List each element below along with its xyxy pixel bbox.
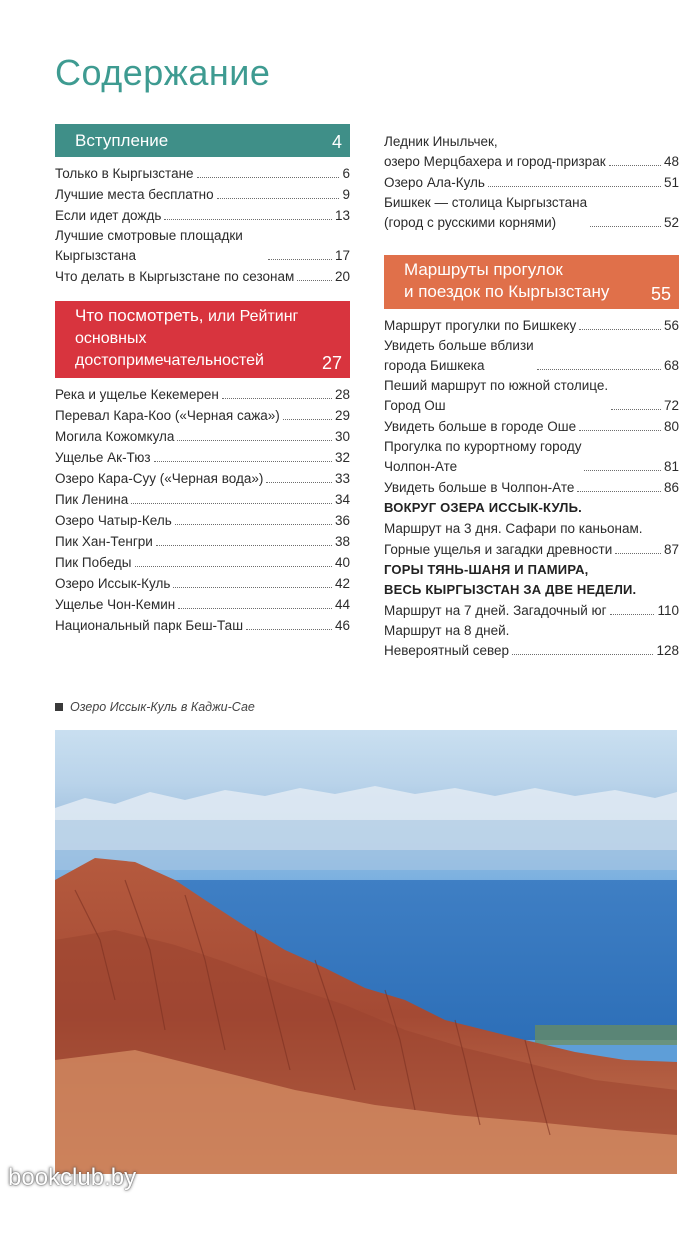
leader-dots xyxy=(611,409,661,410)
toc-entry[interactable] xyxy=(384,477,679,498)
entry-text-line: города Бишкека xyxy=(384,358,485,373)
entry-text xyxy=(384,336,534,376)
watermark: bookclub.by xyxy=(8,1164,137,1191)
entry-page: 29 xyxy=(334,408,350,423)
leader-dots xyxy=(577,491,661,492)
entry-page: 42 xyxy=(334,576,350,591)
entry-page: 72 xyxy=(663,398,679,413)
entry-page: 81 xyxy=(663,459,679,474)
entry-page: 28 xyxy=(334,387,350,402)
entry-text: Могила Кожомкула xyxy=(55,429,175,444)
leader-dots xyxy=(512,654,653,655)
leader-dots xyxy=(178,608,332,609)
toc-right-column xyxy=(384,132,679,661)
entry-text-line: Увидеть больше вблизи xyxy=(384,338,534,353)
entry-text: Национальный парк Беш-Таш xyxy=(55,618,244,633)
section-header-routes[interactable] xyxy=(384,255,679,309)
entry-text: Только в Кыргызстане xyxy=(55,166,194,181)
toc-left-column xyxy=(55,124,350,636)
leader-dots xyxy=(537,369,661,370)
entry-text: Река и ущелье Кекемерен xyxy=(55,387,219,402)
sights-entries xyxy=(55,384,350,636)
leader-dots xyxy=(222,398,332,399)
entry-text: Лучшие места бесплатно xyxy=(55,187,214,202)
toc-entry[interactable] xyxy=(55,489,350,510)
entry-page: 128 xyxy=(656,643,679,658)
entry-page: 48 xyxy=(663,154,679,169)
leader-dots xyxy=(217,198,340,199)
routes-entries xyxy=(384,315,679,661)
entry-page: 32 xyxy=(334,450,350,465)
entry-text: Что делать в Кыргызстане по сезонам xyxy=(55,269,295,284)
entry-text: Увидеть больше в Чолпон-Ате xyxy=(384,480,575,495)
section-title-line: и поездок по Кыргызстану xyxy=(404,282,610,301)
leader-dots xyxy=(590,226,661,227)
section-title-line: Маршруты прогулок xyxy=(404,260,563,279)
subsection-heading: ВОКРУГ ОЗЕРА ИССЫК-КУЛЬ. xyxy=(384,500,582,515)
entry-page: 46 xyxy=(334,618,350,633)
toc-entry[interactable] xyxy=(55,226,350,266)
subsection-heading xyxy=(384,560,679,600)
toc-entry[interactable] xyxy=(384,518,679,539)
entry-text: Озеро Чатыр-Кель xyxy=(55,513,172,528)
entry-text-line: Маршрут на 8 дней. xyxy=(384,623,510,638)
section-header-intro[interactable] xyxy=(55,124,350,157)
leader-dots xyxy=(488,186,661,187)
entry-text: Озеро Кара-Суу («Черная вода») xyxy=(55,471,264,486)
toc-entry[interactable] xyxy=(55,510,350,531)
toc-entry[interactable] xyxy=(55,615,350,636)
entry-text: Маршрут на 3 дня. Сафари по каньонам. xyxy=(384,521,643,536)
entry-text: Горные ущелья и загадки древности xyxy=(384,542,613,557)
toc-entry[interactable] xyxy=(384,193,679,233)
subsection-heading-line: ГОРЫ ТЯНЬ-ШАНЯ И ПАМИРА, xyxy=(384,562,589,577)
toc-entry[interactable] xyxy=(55,594,350,615)
intro-entries xyxy=(55,163,350,287)
toc-entry[interactable] xyxy=(55,184,350,205)
toc-entry[interactable] xyxy=(55,426,350,447)
toc-entry[interactable] xyxy=(55,205,350,226)
toc-entry[interactable] xyxy=(384,336,679,376)
leader-dots xyxy=(177,440,332,441)
entry-page: 34 xyxy=(334,492,350,507)
section-page: 4 xyxy=(331,132,342,152)
section-title-rest: или Рейтинг основных достопримечательностей xyxy=(75,308,299,369)
entry-page: 40 xyxy=(334,555,350,570)
section-page: 55 xyxy=(650,284,671,304)
entry-page: 30 xyxy=(334,429,350,444)
entry-page: 17 xyxy=(334,248,350,263)
toc-entry[interactable] xyxy=(384,600,679,621)
toc-entry[interactable] xyxy=(55,468,350,489)
entry-text: Маршрут на 7 дней. Загадочный юг xyxy=(384,603,607,618)
toc-entry[interactable] xyxy=(384,539,679,560)
leader-dots xyxy=(131,503,332,504)
toc-entry[interactable] xyxy=(384,376,679,416)
entry-page: 51 xyxy=(663,175,679,190)
subsection-heading-line: ВЕСЬ КЫРГЫЗСТАН ЗА ДВЕ НЕДЕЛИ. xyxy=(384,582,637,597)
toc-entry[interactable] xyxy=(55,163,350,184)
entry-text: Ущелье Ак-Тюз xyxy=(55,450,151,465)
entry-text: Пик Хан-Тенгри xyxy=(55,534,153,549)
entry-page: 13 xyxy=(334,208,350,223)
photo-caption-text: Озеро Иссык-Куль в Каджи-Сае xyxy=(70,700,255,714)
entry-page: 86 xyxy=(663,480,679,495)
entry-text-line: Ледник Иныльчек, xyxy=(384,134,498,149)
entry-page: 33 xyxy=(334,471,350,486)
entry-page: 68 xyxy=(663,358,679,373)
entry-text xyxy=(384,376,608,416)
entry-text-line: озеро Мерцбахера и город-призрак xyxy=(384,154,606,169)
entry-text: Ущелье Чон-Кемин xyxy=(55,597,176,612)
section-page: 27 xyxy=(321,353,342,373)
entry-text-line: Чолпон-Ате xyxy=(384,459,458,474)
toc-entry[interactable] xyxy=(55,447,350,468)
landscape-photo xyxy=(55,730,677,1174)
entry-text: Озеро Иссык-Куль xyxy=(55,576,171,591)
toc-entry[interactable] xyxy=(55,531,350,552)
toc-entry[interactable] xyxy=(55,552,350,573)
toc-entry[interactable] xyxy=(384,437,679,477)
toc-entry[interactable] xyxy=(384,315,679,336)
entry-text: Если идет дождь xyxy=(55,208,162,223)
toc-entry[interactable] xyxy=(55,573,350,594)
leader-dots xyxy=(164,219,332,220)
leader-dots xyxy=(156,545,332,546)
section-header-sights[interactable] xyxy=(55,301,350,378)
leader-dots xyxy=(197,177,340,178)
entry-text: Пик Ленина xyxy=(55,492,129,507)
leader-dots xyxy=(283,419,332,420)
section-title-main: Что посмотреть, xyxy=(75,306,204,325)
entry-page: 38 xyxy=(334,534,350,549)
toc-entry[interactable] xyxy=(384,172,679,193)
entry-text-line: Город Ош xyxy=(384,398,446,413)
entry-text-line: Невероятный север xyxy=(384,643,510,658)
square-bullet-icon xyxy=(55,703,63,711)
photo-caption xyxy=(55,700,255,714)
section-title xyxy=(75,305,335,371)
entry-page: 9 xyxy=(342,187,350,202)
leader-dots xyxy=(175,524,332,525)
leader-dots xyxy=(173,587,332,588)
section-title xyxy=(404,259,671,303)
toc-entry[interactable] xyxy=(384,132,679,172)
toc-entry[interactable] xyxy=(384,621,679,661)
entry-text xyxy=(384,437,581,477)
toc-entry[interactable] xyxy=(55,405,350,426)
entry-page: 36 xyxy=(334,513,350,528)
entry-page: 87 xyxy=(663,542,679,557)
page-title: Содержание xyxy=(55,52,271,93)
entry-text-line: Пеший маршрут по южной столице. xyxy=(384,378,609,393)
lake-mountains-illustration xyxy=(55,730,677,1174)
entry-text: Маршрут прогулки по Бишкеку xyxy=(384,318,577,333)
toc-entry[interactable] xyxy=(55,266,350,287)
toc-entry[interactable] xyxy=(384,416,679,437)
leader-dots xyxy=(584,470,661,471)
leader-dots xyxy=(266,482,332,483)
leader-dots xyxy=(579,329,661,330)
leader-dots xyxy=(154,461,332,462)
entry-text xyxy=(384,193,587,233)
entry-text: Перевал Кара-Коо («Черная сажа») xyxy=(55,408,280,423)
leader-dots xyxy=(297,280,332,281)
entry-text: Увидеть больше в городе Оше xyxy=(384,419,577,434)
leader-dots xyxy=(246,629,332,630)
entry-text-line: Прогулка по курортному городу xyxy=(384,439,582,454)
leader-dots xyxy=(609,165,661,166)
entry-page: 52 xyxy=(663,215,679,230)
leader-dots xyxy=(135,566,332,567)
leader-dots xyxy=(268,259,332,260)
toc-entry[interactable] xyxy=(55,384,350,405)
entry-text: Лучшие смотровые площадки Кыргызстана xyxy=(55,228,243,263)
entry-page: 110 xyxy=(657,603,679,618)
entry-page: 20 xyxy=(334,269,350,284)
entry-page: 80 xyxy=(663,419,679,434)
leader-dots xyxy=(615,553,661,554)
entry-text: Озеро Ала-Куль xyxy=(384,175,485,190)
entry-text xyxy=(384,132,606,172)
entry-page: 56 xyxy=(663,318,679,333)
entry-text: Пик Победы xyxy=(55,555,132,570)
entry-text xyxy=(384,621,509,661)
leader-dots xyxy=(610,614,655,615)
entry-page: 6 xyxy=(342,166,350,181)
leader-dots xyxy=(579,430,661,431)
entry-page: 44 xyxy=(334,597,350,612)
section-title: Вступление xyxy=(75,131,169,150)
entry-text-line: Бишкек — столица Кыргызстана xyxy=(384,195,588,210)
entry-text-line: (город с русскими корнями) xyxy=(384,215,557,230)
